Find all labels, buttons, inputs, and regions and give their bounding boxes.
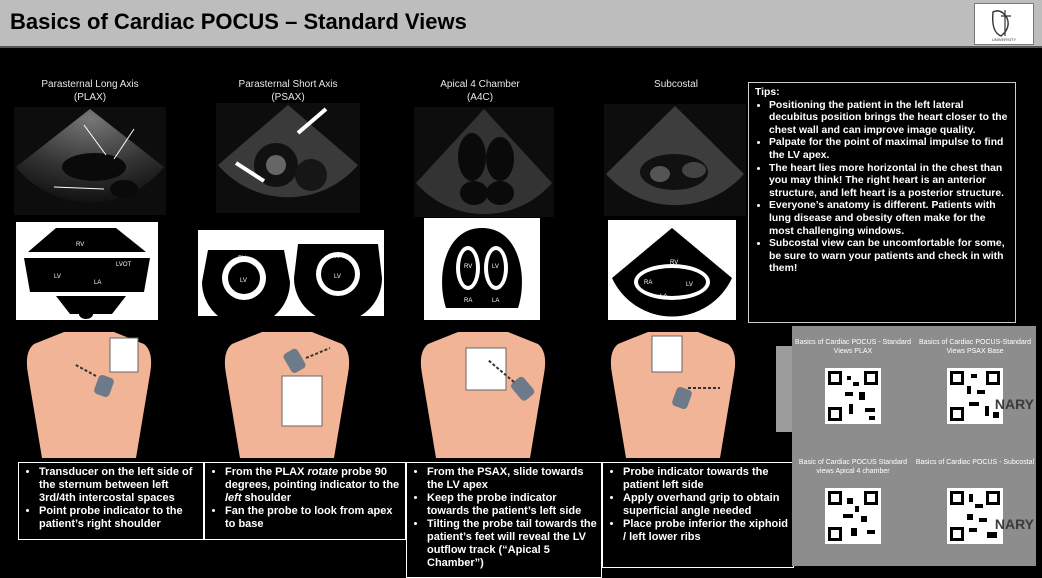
diagram-label: LA bbox=[492, 298, 500, 304]
tip-item: • Everyone’s anatomy is different. Patients with lung disease and obesity often make for the most challenging windows. bbox=[769, 200, 1009, 238]
torso-a4c bbox=[418, 330, 548, 458]
qr-cell-subcostal[interactable] bbox=[914, 446, 1036, 566]
diagram-plax bbox=[16, 222, 158, 320]
instructions-a4c bbox=[406, 462, 602, 578]
diagram-a4c bbox=[424, 218, 540, 320]
qr-watermark: NARY bbox=[994, 516, 1034, 532]
instruction-text: probe 90 degrees, pointing indicator to the bbox=[225, 466, 400, 491]
ultrasound-psax bbox=[216, 103, 360, 213]
diagram-label: RA bbox=[644, 280, 653, 286]
diagram-psax bbox=[198, 230, 384, 316]
view-name: Subcostal bbox=[654, 79, 698, 90]
view-title-psax bbox=[218, 78, 358, 104]
torso-psax bbox=[222, 330, 352, 458]
instructions-plax bbox=[18, 462, 204, 540]
instructions-subcostal bbox=[602, 462, 794, 568]
instruction-item: • Point probe indicator to the patient’s right shoulder bbox=[39, 505, 199, 531]
diagram-label: LV bbox=[492, 264, 499, 270]
tip-item: • Palpate for the point of maximal impulse to find the LV apex. bbox=[769, 137, 1009, 162]
diagram-label: RV bbox=[76, 242, 85, 248]
instruction-text: shoulder bbox=[241, 492, 292, 504]
instruction-item: • Tilting the probe tail towards the patient’s feet will reveal the LV outflow track (“Apical 5 Chamber”) bbox=[427, 518, 597, 570]
diagram-label: LV bbox=[334, 274, 341, 280]
page-title: Basics of Cardiac POCUS – Standard Views bbox=[10, 9, 467, 34]
diagram-label: RV bbox=[464, 264, 473, 270]
ultrasound-a4c bbox=[414, 107, 554, 217]
diagram-label: RV bbox=[332, 254, 341, 260]
title-bar bbox=[0, 0, 1042, 48]
qr-cell-a4c[interactable] bbox=[792, 446, 914, 566]
diagram-label: RV bbox=[238, 256, 247, 262]
qr-panel bbox=[792, 326, 1036, 566]
instruction-item: • From the PSAX, slide towards the LV apex bbox=[427, 466, 597, 492]
qr-code[interactable] bbox=[825, 368, 881, 424]
instruction-item: • Fan the probe to look from apex to base bbox=[225, 505, 401, 531]
view-name: Parasternal Long Axis bbox=[41, 79, 139, 90]
logo-icon bbox=[975, 4, 1033, 44]
view-title-plax bbox=[20, 78, 160, 104]
diagram-label: LV bbox=[686, 282, 693, 288]
view-title-subcostal bbox=[606, 78, 746, 91]
ultrasound-plax bbox=[14, 107, 166, 215]
tips-box bbox=[748, 82, 1016, 323]
instruction-item: • Keep the probe indicator towards the patient’s left side bbox=[427, 492, 597, 518]
instruction-text: From the PLAX bbox=[225, 466, 308, 478]
qr-label: Basics of Cardiac POCUS - Subcostal bbox=[915, 459, 1035, 466]
view-abbr: (A4C) bbox=[466, 92, 494, 103]
torso-plax bbox=[24, 330, 154, 458]
diagram-label: LV bbox=[54, 274, 61, 280]
instruction-emphasis: left bbox=[225, 492, 242, 504]
diagram-label: LVOT bbox=[116, 262, 132, 268]
qr-label: Basics of Cardiac POCUS - Standard Views PLAX bbox=[795, 339, 911, 355]
qr-cell-plax[interactable] bbox=[792, 326, 914, 446]
instruction-item: • Place probe inferior the xiphoid / left lower ribs bbox=[623, 518, 789, 544]
tip-item: • Positioning the patient in the left lateral decubitus position brings the heart closer to the chest wall and can improve image quality. bbox=[769, 100, 1009, 138]
svg-text:UNIVERSITY: UNIVERSITY bbox=[991, 37, 1017, 42]
instruction-item: • Probe indicator towards the patient left side bbox=[623, 466, 789, 492]
diagram-label: RV bbox=[670, 260, 679, 266]
tip-item: • The heart lies more horizontal in the chest than you may think! The right heart is an anterior structure, and left heart is a posterior structure. bbox=[769, 163, 1009, 201]
torso-subcostal bbox=[608, 330, 738, 458]
qr-label: Basics of Cardiac POCUS-Standard Views PSAX Base bbox=[918, 339, 1032, 355]
tip-item: • Subcostal view can be uncomfortable for some, be sure to warn your patients and check in with them! bbox=[769, 238, 1009, 276]
view-abbr: (PSAX) bbox=[271, 92, 305, 103]
qr-cell-psax[interactable] bbox=[914, 326, 1036, 446]
tips-heading: Tips: bbox=[755, 87, 780, 98]
diagram-label: LA bbox=[94, 280, 102, 286]
view-name: Apical 4 Chamber bbox=[440, 79, 520, 90]
view-name: Parasternal Short Axis bbox=[238, 79, 338, 90]
qr-label: Basic of Cardiac POCUS Standard views Apical 4 chamber bbox=[798, 459, 908, 475]
instructions-psax bbox=[204, 462, 406, 540]
instruction-item: • Apply overhand grip to obtain superficial angle needed bbox=[623, 492, 789, 518]
qr-watermark: NARY bbox=[994, 396, 1034, 412]
view-abbr: (PLAX) bbox=[73, 92, 107, 103]
view-title-a4c bbox=[410, 78, 550, 104]
instruction-item: • Transducer on the left side of the sternum between left 3rd/4th intercostal spaces bbox=[39, 466, 199, 505]
diagram-label: LA bbox=[660, 294, 668, 300]
diagram-label: LV bbox=[240, 278, 247, 284]
ultrasound-subcostal bbox=[604, 104, 746, 216]
qr-code[interactable] bbox=[825, 488, 881, 544]
instruction-item bbox=[225, 466, 401, 505]
diagram-subcostal bbox=[608, 220, 736, 320]
diagram-label: RA bbox=[464, 298, 473, 304]
instruction-emphasis: rotate bbox=[307, 466, 339, 478]
logo bbox=[974, 3, 1034, 45]
